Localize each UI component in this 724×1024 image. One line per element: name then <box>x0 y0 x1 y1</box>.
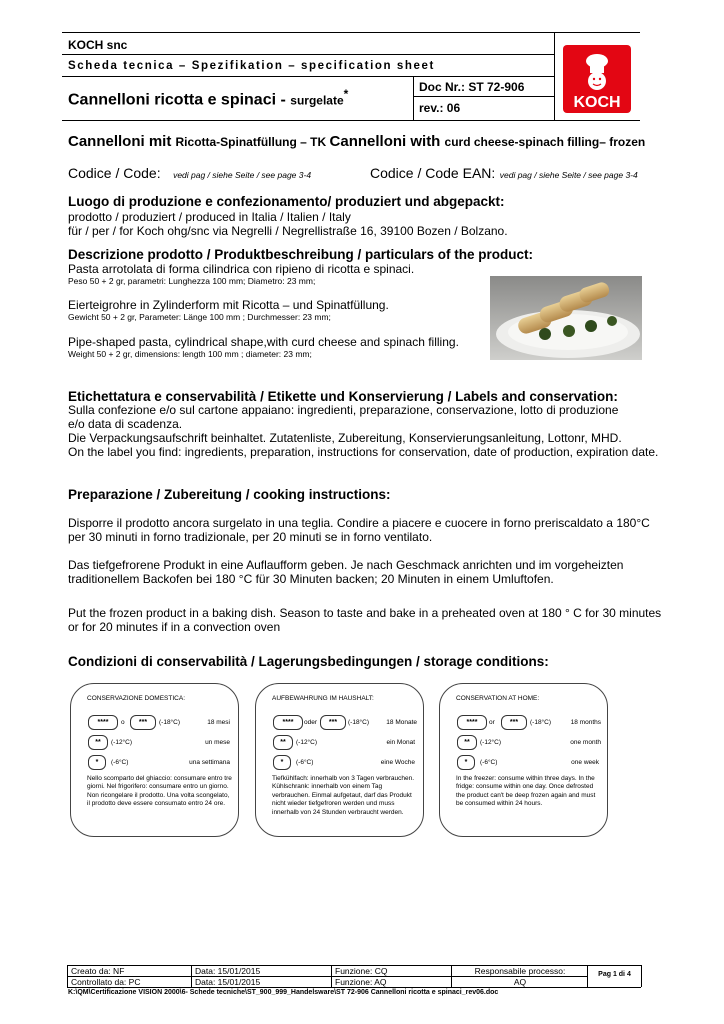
cooking-it-1: Disporre il prodotto ancora surgelato in una teglia. Condire a piacere e cuocere in forno preriscaldato a 180°C <box>68 516 650 530</box>
koch-logo <box>563 45 631 113</box>
stars1-badge: * <box>88 755 106 770</box>
duration-2: ein Monat <box>386 739 415 746</box>
card-note: Nello scomparto del ghiaccio: consumare entro tre giorni. Nel frigorifero: consumare entro un giorno. Non ricongelare il prodotto. Una volta scongelato, il prodotto deve essere consumato entro 24 ore. <box>87 775 232 808</box>
title-part-1: Cannelloni mit <box>68 133 176 150</box>
header-rule-2 <box>62 76 554 77</box>
product-mark: * <box>343 87 349 101</box>
title-part-4: curd cheese-spinach filling– frozen <box>444 135 646 149</box>
cooking-en-1: Put the frozen product in a baking dish. Season to taste and bake in a preheated oven at 180 ° C for 30 minutes <box>68 606 662 620</box>
or-text: or <box>489 719 495 726</box>
description-heading: Descrizione prodotto / Produktbeschreibung / particulars of the product: <box>68 247 534 262</box>
product-photo <box>490 276 642 360</box>
title-part-3: Cannelloni with <box>329 133 445 150</box>
footer-col-2 <box>331 965 332 987</box>
main-title <box>68 133 645 151</box>
stars1-badge: * <box>273 755 291 770</box>
footer-col-3 <box>451 965 452 987</box>
temp-3: (-6°C) <box>111 759 129 766</box>
production-line-1: prodotto / produziert / produced in Italia / Italien / Italy <box>68 210 351 224</box>
card-title: AUFBEWAHRUNG IM HAUSHALT: <box>272 695 374 702</box>
duration-1: 18 mesi <box>207 719 230 726</box>
temp-2: (-12°C) <box>111 739 133 746</box>
temp-2: (-12°C) <box>296 739 318 746</box>
spec-title: Scheda tecnica – Spezifikation – specification sheet <box>68 60 435 72</box>
description-de: Eierteigrohre in Zylinderform mit Ricotta – und Spinatfüllung. <box>68 298 389 312</box>
stars3-badge: *** <box>320 715 346 730</box>
card-note: Tiefkühlfach: innerhalb von 3 Tagen verbrauchen. Kühlschrank: innerhalb von einem Tag verbrauchen. Einmal aufgetaut, darf das Produkt nicht wieder tiefgefroren werden und muss innerhalb von 24 Stunden verbraucht werden. <box>272 775 415 816</box>
company-name: KOCH snc <box>68 38 128 52</box>
storage-card-en <box>439 683 608 837</box>
production-heading: Luogo di produzione e confezionamento/ produziert und abgepackt: <box>68 194 505 209</box>
header-rule-1 <box>62 54 554 55</box>
storage-card-it <box>70 683 239 837</box>
duration-3: one week <box>571 759 599 766</box>
footer-resp-label: Responsabile processo: <box>474 966 566 976</box>
header-col-divider <box>413 76 414 120</box>
labeling-line-2: e/o data di scadenza. <box>68 417 183 431</box>
code-note: vedi pag / siehe Seite / see page 3-4 <box>173 170 312 180</box>
or-text: oder <box>304 719 318 726</box>
footer-rule-bottom <box>67 987 641 988</box>
labeling-line-3: Die Verpackungsaufschrift beinhaltet. Zutatenliste, Zubereitung, Konservierungsanleitung, Lottonr, MHD. <box>68 431 622 445</box>
doc-number: Doc Nr.: ST 72-906 <box>419 80 525 94</box>
header-bottom-rule <box>62 120 640 121</box>
storage-card-de <box>255 683 424 837</box>
stars3-badge: *** <box>130 715 156 730</box>
product-name <box>68 87 348 109</box>
duration-1: 18 months <box>570 719 601 726</box>
temp-1: (-18°C) <box>348 719 370 726</box>
card-title: CONSERVAZIONE DOMESTICA: <box>87 695 185 702</box>
stars2-badge: ** <box>457 735 477 750</box>
stars2-badge: ** <box>88 735 108 750</box>
footer-file-path: K:\QM\Certificazione VISION 2000\6- Schede tecniche\ST_900_999_Handelsware\ST 72-906 Cannelloni ricotta e spinaci_rev06.doc <box>68 989 499 996</box>
description-it: Pasta arrotolata di forma cilindrica con ripieno di ricotta e spinaci. <box>68 262 415 276</box>
stars4-badge: **** <box>457 715 487 730</box>
temp-2: (-12°C) <box>480 739 502 746</box>
or-text: o <box>121 719 125 726</box>
duration-3: una settimana <box>189 759 230 766</box>
ean-label: Codice / Code EAN: <box>370 165 496 181</box>
footer-created-date: Data: 15/01/2015 <box>195 966 261 976</box>
product-name-main: Cannelloni ricotta e spinaci - <box>68 91 291 109</box>
description-de-detail: Gewicht 50 + 2 gr, Parameter: Länge 100 mm ; Durchmesser: 23 mm; <box>68 312 331 322</box>
labeling-line-4: On the label you find: ingredients, preparation, instructions for conservation, date of production, expiration date. <box>68 445 659 459</box>
footer-checked-func: Funzione: AQ <box>335 977 387 987</box>
code-line <box>68 165 311 183</box>
cooking-de-1: Das tiefgefrorene Produkt in eine Auflaufform geben. Je nach Geschmack anrichten und im vorgeheizten <box>68 558 624 572</box>
card-note: In the freezer: consume within three days. In the fridge: consume within one day. Once defrosted the product can't be deep frozen again and must be consumed within 24 hours. <box>456 775 596 808</box>
cooking-de-2: traditionellem Backofen bei 180 °C für 30 Minuten backen; 20 Minuten in einem Umluftofen. <box>68 572 554 586</box>
stars3-badge: *** <box>501 715 527 730</box>
description-it-detail: Peso 50 + 2 gr, parametri: Lunghezza 100 mm; Diametro: 23 mm; <box>68 276 316 286</box>
ean-line <box>370 165 638 183</box>
stars1-badge: * <box>457 755 475 770</box>
footer-created: Creato da: NF <box>71 966 125 976</box>
temp-1: (-18°C) <box>159 719 181 726</box>
product-name-suffix: surgelate <box>290 93 344 108</box>
revision: rev.: 06 <box>419 101 461 115</box>
temp-1: (-18°C) <box>530 719 552 726</box>
storage-heading: Condizioni di conservabilità / Lagerungsbedingungen / storage conditions: <box>68 654 549 669</box>
duration-1: 18 Monate <box>386 719 417 726</box>
cooking-heading: Preparazione / Zubereitung / cooking instructions: <box>68 487 391 502</box>
cooking-it-2: per 30 minuti in forno tradizionale, per 20 minuti se in forno ventilato. <box>68 530 433 544</box>
footer-col-5 <box>641 965 642 987</box>
footer-col-1 <box>191 965 192 987</box>
title-part-2: Ricotta-Spinatfüllung – TK <box>175 135 330 149</box>
stars4-badge: **** <box>273 715 303 730</box>
duration-2: one month <box>570 739 601 746</box>
footer-resp-value: AQ <box>513 977 527 987</box>
header-rule-3 <box>413 96 554 97</box>
footer-checked: Controllato da: PC <box>71 977 141 987</box>
logo-text: KOCH <box>573 94 621 111</box>
temp-3: (-6°C) <box>296 759 314 766</box>
cooking-en-2: or for 20 minutes if in a convection oven <box>68 620 281 634</box>
labeling-line-1: Sulla confezione e/o sul cartone appaiano: ingredienti, preparazione, conservazione, lotto di produzione <box>68 403 619 417</box>
card-title: CONSERVATION AT HOME: <box>456 695 540 702</box>
stars2-badge: ** <box>273 735 293 750</box>
labeling-heading: Etichettatura e conservabilità / Etikette und Konservierung / Labels and conservation: <box>68 389 618 404</box>
code-label: Codice / Code: <box>68 165 161 181</box>
duration-2: un mese <box>205 739 230 746</box>
footer-page: Pag 1 di 4 <box>598 971 631 978</box>
temp-3: (-6°C) <box>480 759 498 766</box>
ean-note: vedi pag / siehe Seite / see page 3-4 <box>499 170 638 180</box>
duration-3: eine Woche <box>380 759 415 766</box>
description-en-detail: Weight 50 + 2 gr, dimensions: length 100 mm ; diameter: 23 mm; <box>68 349 312 359</box>
stars4-badge: **** <box>88 715 118 730</box>
footer-checked-date: Data: 15/01/2015 <box>195 977 261 987</box>
production-line-2: für / per / for Koch ohg/snc via Negrelli / Negrellistraße 16, 39100 Bozen / Bolzano. <box>68 224 508 238</box>
footer-col-0 <box>67 965 68 987</box>
header-logo-divider <box>554 32 555 120</box>
description-en: Pipe-shaped pasta, cylindrical shape,with curd cheese and spinach filling. <box>68 335 459 349</box>
footer-created-func: Funzione: CQ <box>335 966 388 976</box>
